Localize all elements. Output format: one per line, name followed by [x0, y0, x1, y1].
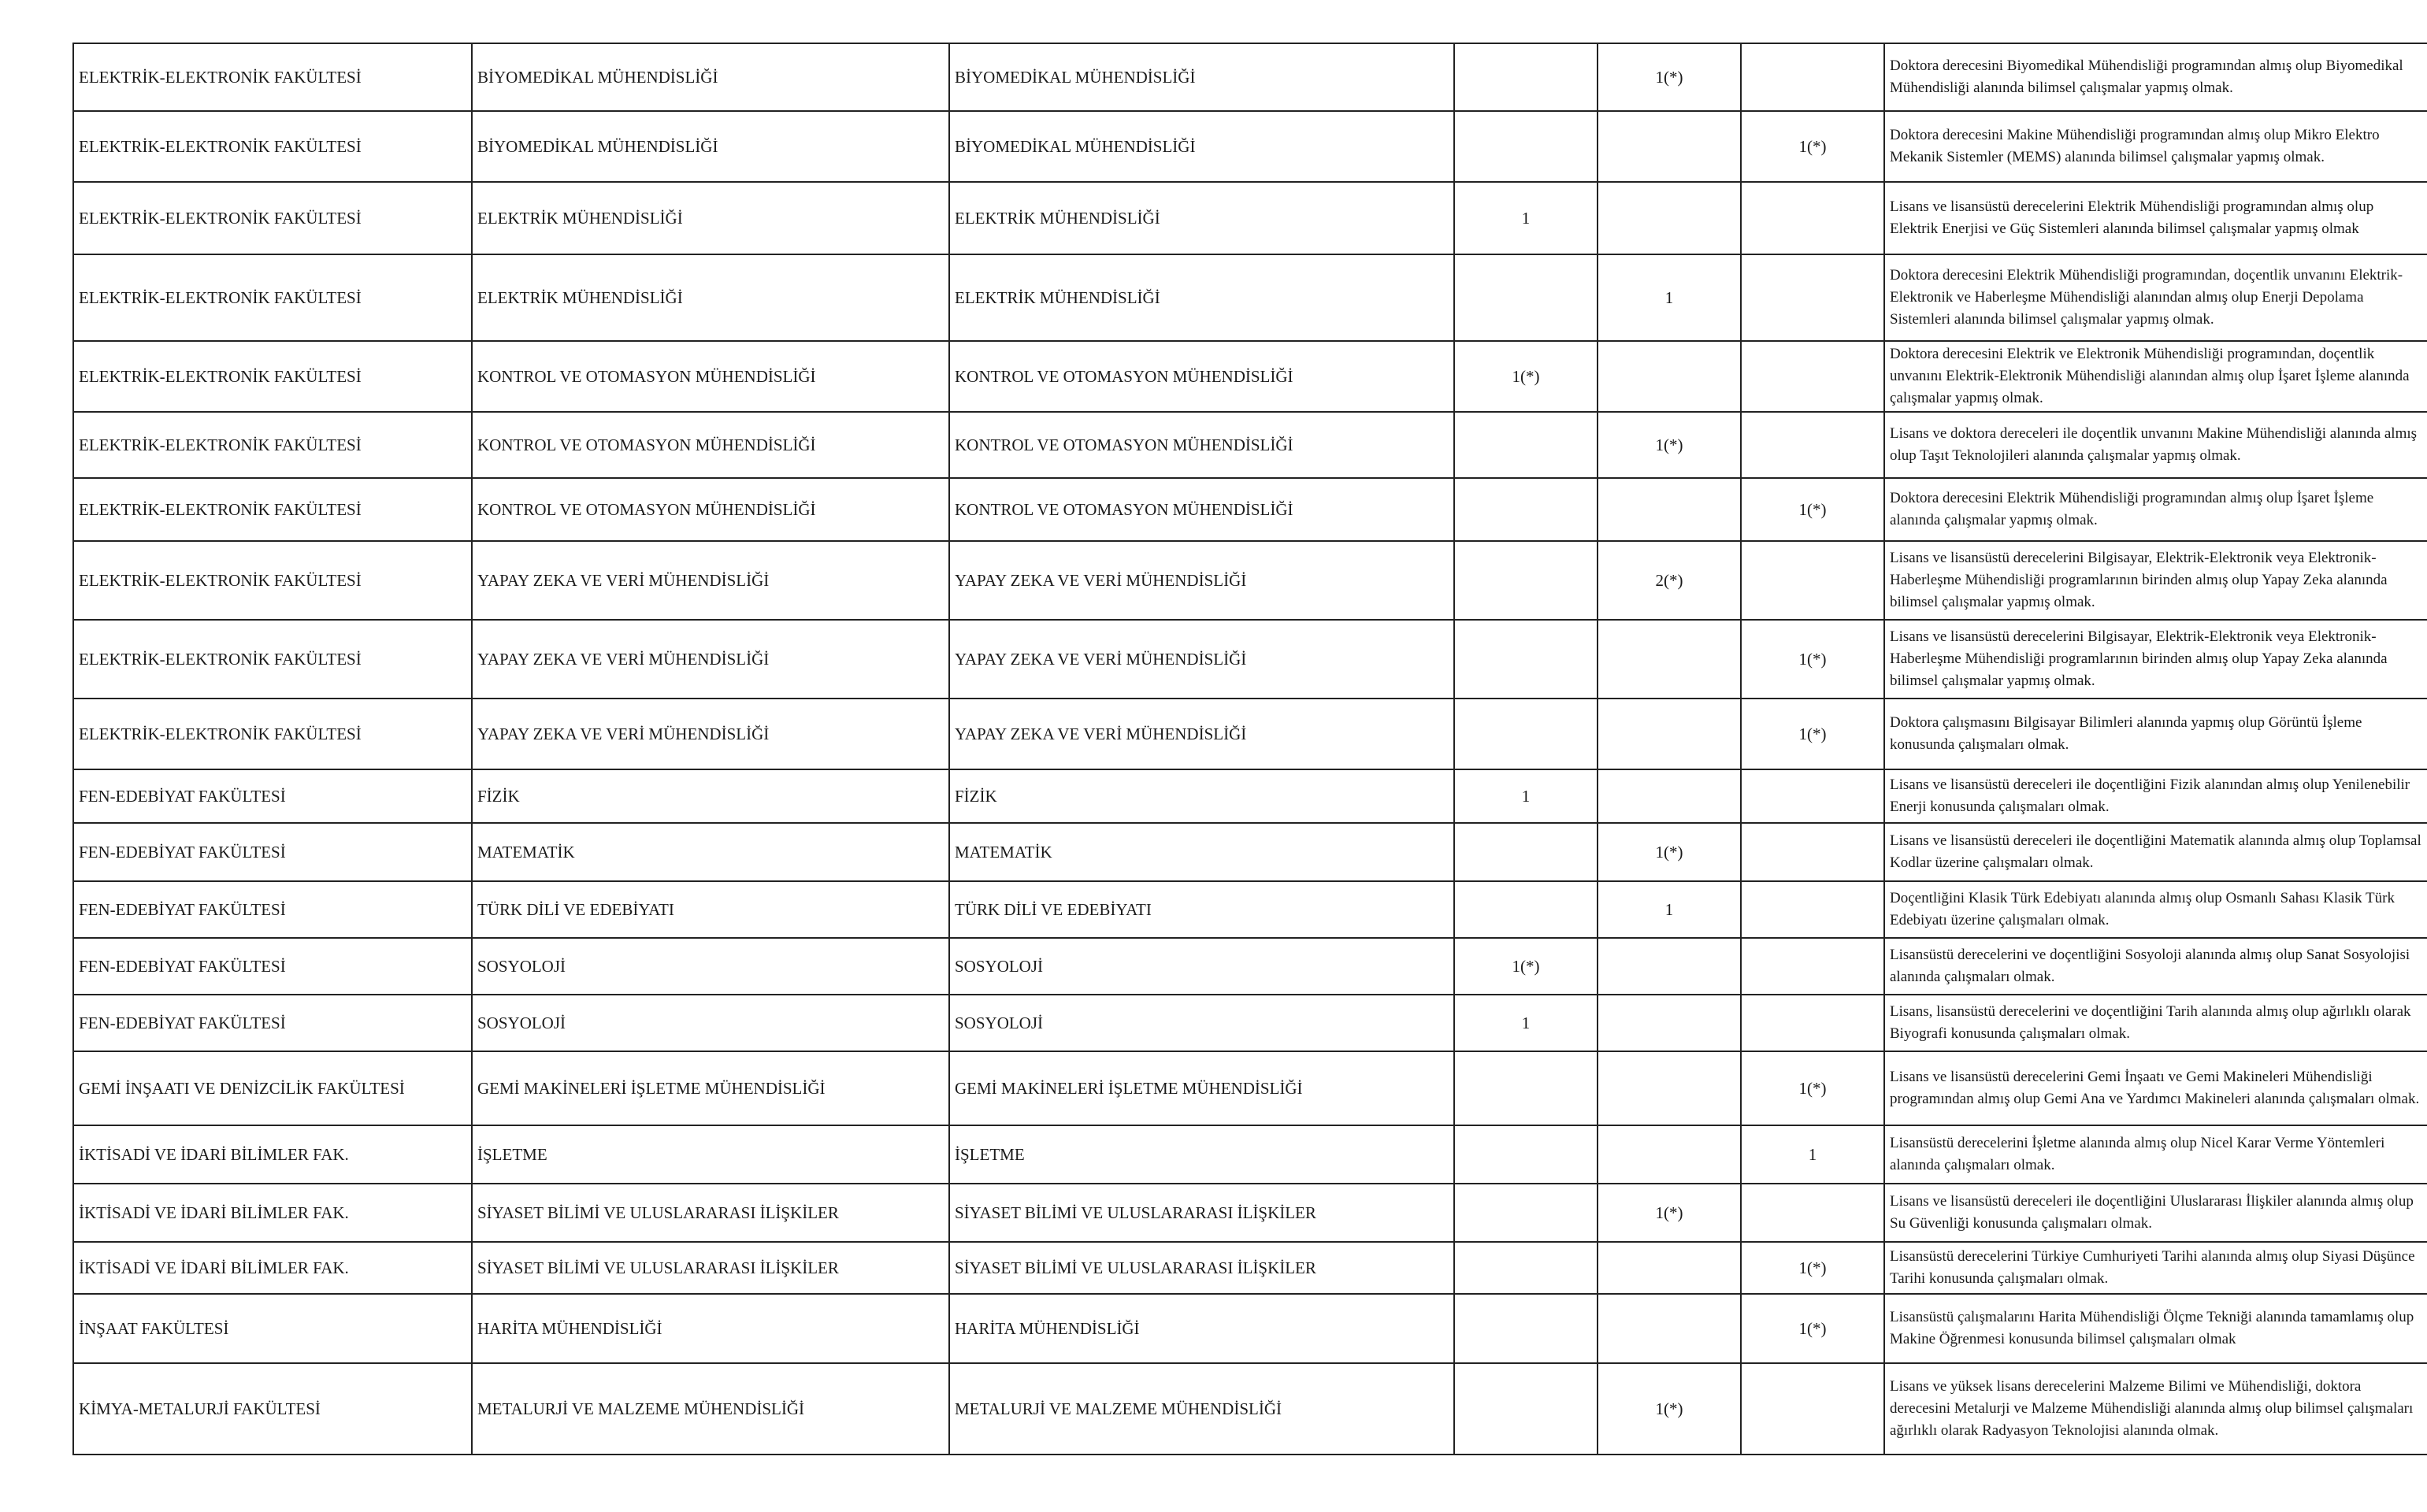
- table-row: [73, 412, 2427, 478]
- associate-professor-count-cell: [1598, 478, 1741, 541]
- requirements-cell: Lisans, lisansüstü derecelerini ve doçentliğini Tarih alanında almış olup ağırlıklı olarak Biyografi konusunda çalışmaları olmak.: [1884, 995, 2427, 1051]
- professor-count-cell: [1454, 1184, 1598, 1242]
- associate-professor-count-cell: 1: [1598, 881, 1741, 938]
- professor-count-cell: [1454, 1363, 1598, 1455]
- professor-count-cell: [1454, 1294, 1598, 1363]
- assistant-professor-count-cell: [1741, 182, 1884, 254]
- department-cell: KONTROL VE OTOMASYON MÜHENDİSLİĞİ: [472, 341, 949, 412]
- faculty-cell: FEN-EDEBİYAT FAKÜLTESİ: [73, 881, 472, 938]
- department-cell: ELEKTRİK MÜHENDİSLİĞİ: [472, 254, 949, 341]
- table-row: [73, 699, 2427, 769]
- assistant-professor-count-cell: 1(*): [1741, 1051, 1884, 1125]
- associate-professor-count-cell: [1598, 995, 1741, 1051]
- faculty-cell: FEN-EDEBİYAT FAKÜLTESİ: [73, 769, 472, 823]
- requirements-cell: Lisans ve doktora dereceleri ile doçentlik unvanını Makine Mühendisliği alanında almış olup Taşıt Teknolojileri alanında çalışmalar yapmış olmak.: [1884, 412, 2427, 478]
- requirements-cell: Lisansüstü derecelerini İşletme alanında almış olup Nicel Karar Verme Yöntemleri alanında çalışmaları olmak.: [1884, 1125, 2427, 1184]
- requirements-cell: Doktora derecesini Makine Mühendisliği programından almış olup Mikro Elektro Mekanik Sistemler (MEMS) alanında bilimsel çalışmalar yapmış olmak.: [1884, 111, 2427, 182]
- requirements-cell: Lisans ve lisansüstü derecelerini Bilgisayar, Elektrik-Elektronik veya Elektronik-Haberleşme Mühendisliği programlarının birinden almış olup Yapay Zeka alanında bilimsel çalışmalar yapmış olmak.: [1884, 541, 2427, 620]
- faculty-cell: ELEKTRİK-ELEKTRONİK FAKÜLTESİ: [73, 541, 472, 620]
- associate-professor-count-cell: 1(*): [1598, 43, 1741, 111]
- faculty-cell: GEMİ İNŞAATI VE DENİZCİLİK FAKÜLTESİ: [73, 1051, 472, 1125]
- field-cell: KONTROL VE OTOMASYON MÜHENDİSLİĞİ: [949, 341, 1454, 412]
- associate-professor-count-cell: 1(*): [1598, 823, 1741, 881]
- requirements-cell: Lisans ve lisansüstü dereceleri ile doçentliğini Uluslararası İlişkiler alanında almış olup Su Güvenliği konusunda çalışmaları olmak.: [1884, 1184, 2427, 1242]
- table-row: [73, 769, 2427, 823]
- assistant-professor-count-cell: 1(*): [1741, 1294, 1884, 1363]
- department-cell: SİYASET BİLİMİ VE ULUSLARARASI İLİŞKİLER: [472, 1242, 949, 1294]
- assistant-professor-count-cell: 1: [1741, 1125, 1884, 1184]
- professor-count-cell: 1(*): [1454, 938, 1598, 995]
- field-cell: YAPAY ZEKA VE VERİ MÜHENDİSLİĞİ: [949, 541, 1454, 620]
- assistant-professor-count-cell: 1(*): [1741, 1242, 1884, 1294]
- table-row: [73, 1051, 2427, 1125]
- professor-count-cell: [1454, 412, 1598, 478]
- department-cell: MATEMATİK: [472, 823, 949, 881]
- professor-count-cell: [1454, 1125, 1598, 1184]
- associate-professor-count-cell: [1598, 1294, 1741, 1363]
- table-body: [73, 43, 2427, 1455]
- department-cell: YAPAY ZEKA VE VERİ MÜHENDİSLİĞİ: [472, 541, 949, 620]
- assistant-professor-count-cell: [1741, 769, 1884, 823]
- faculty-cell: İKTİSADİ VE İDARİ BİLİMLER FAK.: [73, 1242, 472, 1294]
- requirements-cell: Doktora derecesini Elektrik Mühendisliği programından, doçentlik unvanını Elektrik-Elektronik ve Haberleşme Mühendisliği alanından almış olup Enerji Depolama Sistemleri alanında bilimsel çalışmalar yapmış olmak.: [1884, 254, 2427, 341]
- department-cell: ELEKTRİK MÜHENDİSLİĞİ: [472, 182, 949, 254]
- faculty-cell: KİMYA-METALURJİ FAKÜLTESİ: [73, 1363, 472, 1455]
- assistant-professor-count-cell: [1741, 881, 1884, 938]
- assistant-professor-count-cell: [1741, 995, 1884, 1051]
- requirements-cell: Lisans ve lisansüstü derecelerini Bilgisayar, Elektrik-Elektronik veya Elektronik-Haberleşme Mühendisliği programlarının birinden almış olup Yapay Zeka alanında bilimsel çalışmalar yapmış olmak.: [1884, 620, 2427, 699]
- assistant-professor-count-cell: 1(*): [1741, 620, 1884, 699]
- table-row: [73, 1242, 2427, 1294]
- table-row: [73, 341, 2427, 412]
- associate-professor-count-cell: [1598, 699, 1741, 769]
- department-cell: SOSYOLOJİ: [472, 995, 949, 1051]
- professor-count-cell: [1454, 43, 1598, 111]
- requirements-cell: Lisansüstü çalışmalarını Harita Mühendisliği Ölçme Tekniği alanında tamamlamış olup Makine Öğrenmesi konusunda bilimsel çalışmaları olmak: [1884, 1294, 2427, 1363]
- field-cell: YAPAY ZEKA VE VERİ MÜHENDİSLİĞİ: [949, 620, 1454, 699]
- department-cell: İŞLETME: [472, 1125, 949, 1184]
- requirements-cell: Doktora derecesini Elektrik ve Elektronik Mühendisliği programından, doçentlik unvanını Elektrik-Elektronik Mühendisliği alanından almış olup İşaret İşleme alanında çalışmalar yapmış olmak.: [1884, 341, 2427, 412]
- table-row: [73, 823, 2427, 881]
- requirements-cell: Lisans ve yüksek lisans derecelerini Malzeme Bilimi ve Mühendisliği, doktora derecesini Metalurji ve Malzeme Mühendisliği alanında almış olup bilimsel çalışmaları ağırlıklı olarak Radyasyon Teknolojisi alanında olmak.: [1884, 1363, 2427, 1455]
- assistant-professor-count-cell: [1741, 412, 1884, 478]
- professor-count-cell: [1454, 823, 1598, 881]
- professor-count-cell: 1: [1454, 182, 1598, 254]
- field-cell: HARİTA MÜHENDİSLİĞİ: [949, 1294, 1454, 1363]
- assistant-professor-count-cell: 1(*): [1741, 699, 1884, 769]
- faculty-cell: FEN-EDEBİYAT FAKÜLTESİ: [73, 995, 472, 1051]
- table-row: [73, 111, 2427, 182]
- field-cell: SİYASET BİLİMİ VE ULUSLARARASI İLİŞKİLER: [949, 1184, 1454, 1242]
- table-row: [73, 254, 2427, 341]
- associate-professor-count-cell: 1: [1598, 254, 1741, 341]
- faculty-cell: ELEKTRİK-ELEKTRONİK FAKÜLTESİ: [73, 182, 472, 254]
- field-cell: SOSYOLOJİ: [949, 938, 1454, 995]
- requirements-cell: Doktora derecesini Biyomedikal Mühendisliği programından almış olup Biyomedikal Mühendisliği alanında bilimsel çalışmalar yapmış olmak.: [1884, 43, 2427, 111]
- table-row: [73, 1125, 2427, 1184]
- assistant-professor-count-cell: 1(*): [1741, 111, 1884, 182]
- field-cell: ELEKTRİK MÜHENDİSLİĞİ: [949, 182, 1454, 254]
- assistant-professor-count-cell: [1741, 1363, 1884, 1455]
- field-cell: METALURJİ VE MALZEME MÜHENDİSLİĞİ: [949, 1363, 1454, 1455]
- field-cell: GEMİ MAKİNELERİ İŞLETME MÜHENDİSLİĞİ: [949, 1051, 1454, 1125]
- faculty-cell: ELEKTRİK-ELEKTRONİK FAKÜLTESİ: [73, 254, 472, 341]
- department-cell: SOSYOLOJİ: [472, 938, 949, 995]
- assistant-professor-count-cell: [1741, 43, 1884, 111]
- assistant-professor-count-cell: [1741, 1184, 1884, 1242]
- associate-professor-count-cell: [1598, 1242, 1741, 1294]
- associate-professor-count-cell: [1598, 182, 1741, 254]
- field-cell: BİYOMEDİKAL MÜHENDİSLİĞİ: [949, 111, 1454, 182]
- department-cell: TÜRK DİLİ VE EDEBİYATI: [472, 881, 949, 938]
- table-row: [73, 881, 2427, 938]
- field-cell: ELEKTRİK MÜHENDİSLİĞİ: [949, 254, 1454, 341]
- requirements-cell: Lisansüstü derecelerini ve doçentliğini Sosyoloji alanında almış olup Sanat Sosyolojisi alanında çalışmaları olmak.: [1884, 938, 2427, 995]
- faculty-cell: ELEKTRİK-ELEKTRONİK FAKÜLTESİ: [73, 43, 472, 111]
- department-cell: YAPAY ZEKA VE VERİ MÜHENDİSLİĞİ: [472, 699, 949, 769]
- faculty-staff-table: [72, 43, 2427, 1455]
- professor-count-cell: [1454, 478, 1598, 541]
- field-cell: TÜRK DİLİ VE EDEBİYATI: [949, 881, 1454, 938]
- associate-professor-count-cell: [1598, 1125, 1741, 1184]
- faculty-cell: ELEKTRİK-ELEKTRONİK FAKÜLTESİ: [73, 478, 472, 541]
- table-row: [73, 1294, 2427, 1363]
- field-cell: KONTROL VE OTOMASYON MÜHENDİSLİĞİ: [949, 478, 1454, 541]
- requirements-cell: Doçentliğini Klasik Türk Edebiyatı alanında almış olup Osmanlı Sahası Klasik Türk Edebiyatı üzerine çalışmaları olmak.: [1884, 881, 2427, 938]
- table-row: [73, 1184, 2427, 1242]
- associate-professor-count-cell: [1598, 769, 1741, 823]
- department-cell: BİYOMEDİKAL MÜHENDİSLİĞİ: [472, 111, 949, 182]
- professor-count-cell: [1454, 1051, 1598, 1125]
- faculty-cell: FEN-EDEBİYAT FAKÜLTESİ: [73, 823, 472, 881]
- table-row: [73, 938, 2427, 995]
- associate-professor-count-cell: 1(*): [1598, 1363, 1741, 1455]
- table-row: [73, 43, 2427, 111]
- professor-count-cell: [1454, 254, 1598, 341]
- professor-count-cell: [1454, 1242, 1598, 1294]
- field-cell: SOSYOLOJİ: [949, 995, 1454, 1051]
- table-row: [73, 182, 2427, 254]
- faculty-cell: İKTİSADİ VE İDARİ BİLİMLER FAK.: [73, 1125, 472, 1184]
- professor-count-cell: [1454, 881, 1598, 938]
- table-row: [73, 541, 2427, 620]
- faculty-cell: İNŞAAT FAKÜLTESİ: [73, 1294, 472, 1363]
- department-cell: KONTROL VE OTOMASYON MÜHENDİSLİĞİ: [472, 412, 949, 478]
- professor-count-cell: [1454, 620, 1598, 699]
- assistant-professor-count-cell: [1741, 341, 1884, 412]
- table-row: [73, 478, 2427, 541]
- faculty-cell: FEN-EDEBİYAT FAKÜLTESİ: [73, 938, 472, 995]
- requirements-cell: Lisans ve lisansüstü dereceleri ile doçentliğini Matematik alanında almış olup Toplamsal Kodlar üzerine çalışmaları olmak.: [1884, 823, 2427, 881]
- requirements-cell: Doktora derecesini Elektrik Mühendisliği programından almış olup İşaret İşleme alanında çalışmalar yapmış olmak.: [1884, 478, 2427, 541]
- associate-professor-count-cell: [1598, 341, 1741, 412]
- table-row: [73, 1363, 2427, 1455]
- field-cell: SİYASET BİLİMİ VE ULUSLARARASI İLİŞKİLER: [949, 1242, 1454, 1294]
- faculty-cell: ELEKTRİK-ELEKTRONİK FAKÜLTESİ: [73, 341, 472, 412]
- assistant-professor-count-cell: [1741, 254, 1884, 341]
- table-row: [73, 995, 2427, 1051]
- department-cell: SİYASET BİLİMİ VE ULUSLARARASI İLİŞKİLER: [472, 1184, 949, 1242]
- department-cell: BİYOMEDİKAL MÜHENDİSLİĞİ: [472, 43, 949, 111]
- table-row: [73, 620, 2427, 699]
- faculty-cell: ELEKTRİK-ELEKTRONİK FAKÜLTESİ: [73, 412, 472, 478]
- field-cell: BİYOMEDİKAL MÜHENDİSLİĞİ: [949, 43, 1454, 111]
- field-cell: YAPAY ZEKA VE VERİ MÜHENDİSLİĞİ: [949, 699, 1454, 769]
- requirements-cell: Lisans ve lisansüstü derecelerini Gemi İnşaatı ve Gemi Makineleri Mühendisliği programından almış olup Gemi Ana ve Yardımcı Makineleri alanında çalışmaları olmak.: [1884, 1051, 2427, 1125]
- field-cell: MATEMATİK: [949, 823, 1454, 881]
- professor-count-cell: 1(*): [1454, 341, 1598, 412]
- requirements-cell: Lisansüstü derecelerini Türkiye Cumhuriyeti Tarihi alanında almış olup Siyasi Düşünce Tarihi konusunda çalışmaları olmak.: [1884, 1242, 2427, 1294]
- associate-professor-count-cell: [1598, 111, 1741, 182]
- associate-professor-count-cell: 1(*): [1598, 412, 1741, 478]
- professor-count-cell: [1454, 111, 1598, 182]
- assistant-professor-count-cell: 1(*): [1741, 478, 1884, 541]
- professor-count-cell: [1454, 699, 1598, 769]
- associate-professor-count-cell: [1598, 1051, 1741, 1125]
- associate-professor-count-cell: 2(*): [1598, 541, 1741, 620]
- faculty-cell: ELEKTRİK-ELEKTRONİK FAKÜLTESİ: [73, 111, 472, 182]
- requirements-cell: Doktora çalışmasını Bilgisayar Bilimleri alanında yapmış olup Görüntü İşleme konusunda çalışmaları olmak.: [1884, 699, 2427, 769]
- field-cell: FİZİK: [949, 769, 1454, 823]
- department-cell: FİZİK: [472, 769, 949, 823]
- professor-count-cell: 1: [1454, 769, 1598, 823]
- faculty-cell: İKTİSADİ VE İDARİ BİLİMLER FAK.: [73, 1184, 472, 1242]
- associate-professor-count-cell: [1598, 620, 1741, 699]
- professor-count-cell: [1454, 541, 1598, 620]
- faculty-cell: ELEKTRİK-ELEKTRONİK FAKÜLTESİ: [73, 620, 472, 699]
- associate-professor-count-cell: [1598, 938, 1741, 995]
- assistant-professor-count-cell: [1741, 541, 1884, 620]
- department-cell: YAPAY ZEKA VE VERİ MÜHENDİSLİĞİ: [472, 620, 949, 699]
- faculty-cell: ELEKTRİK-ELEKTRONİK FAKÜLTESİ: [73, 699, 472, 769]
- requirements-cell: Lisans ve lisansüstü derecelerini Elektrik Mühendisliği programından almış olup Elektrik Enerjisi ve Güç Sistemleri alanında bilimsel çalışmalar yapmış olmak: [1884, 182, 2427, 254]
- department-cell: HARİTA MÜHENDİSLİĞİ: [472, 1294, 949, 1363]
- professor-count-cell: 1: [1454, 995, 1598, 1051]
- associate-professor-count-cell: 1(*): [1598, 1184, 1741, 1242]
- requirements-cell: Lisans ve lisansüstü dereceleri ile doçentliğini Fizik alanından almış olup Yenilenebilir Enerji konusunda çalışmaları olmak.: [1884, 769, 2427, 823]
- department-cell: KONTROL VE OTOMASYON MÜHENDİSLİĞİ: [472, 478, 949, 541]
- department-cell: GEMİ MAKİNELERİ İŞLETME MÜHENDİSLİĞİ: [472, 1051, 949, 1125]
- department-cell: METALURJİ VE MALZEME MÜHENDİSLİĞİ: [472, 1363, 949, 1455]
- assistant-professor-count-cell: [1741, 938, 1884, 995]
- field-cell: KONTROL VE OTOMASYON MÜHENDİSLİĞİ: [949, 412, 1454, 478]
- field-cell: İŞLETME: [949, 1125, 1454, 1184]
- assistant-professor-count-cell: [1741, 823, 1884, 881]
